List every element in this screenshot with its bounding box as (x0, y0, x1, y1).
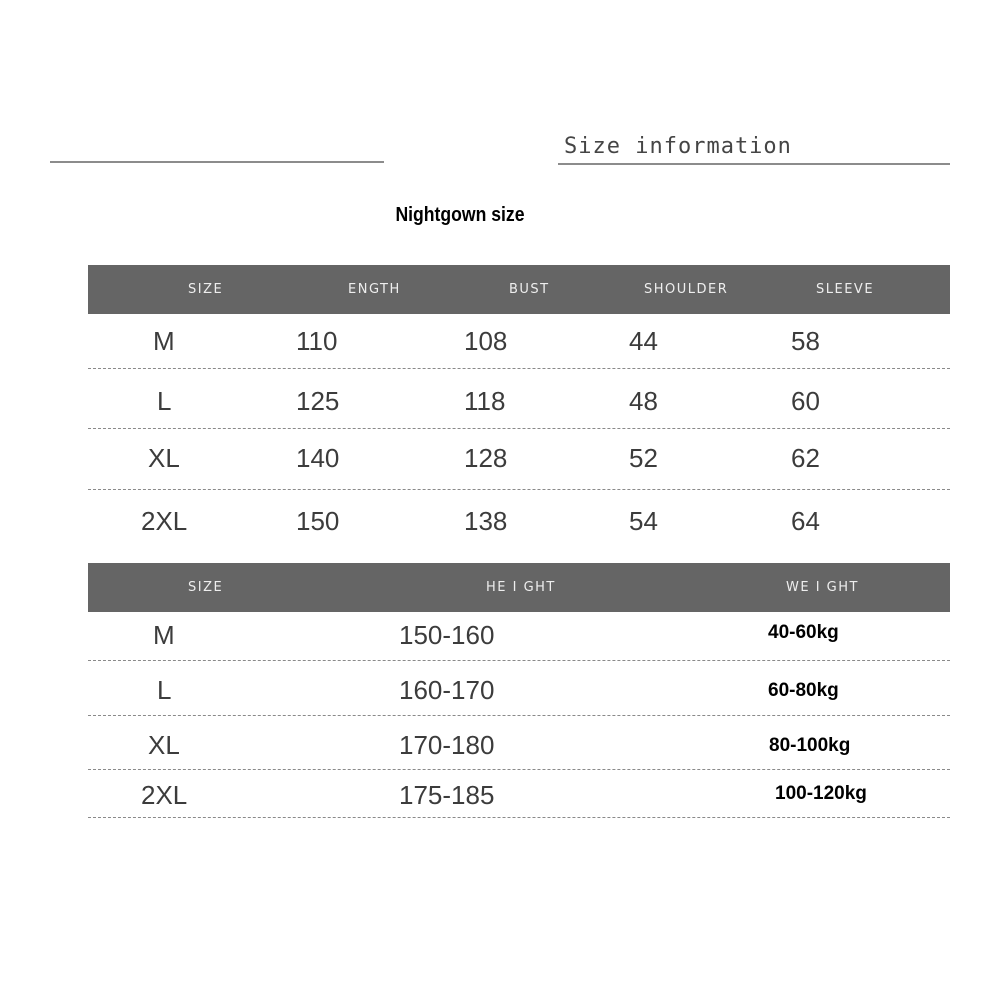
table1-length: 140 (296, 443, 340, 473)
table2-height: 175-185 (399, 780, 495, 810)
table2-header-weight: WE I GHT (786, 580, 859, 595)
row-divider (88, 428, 950, 429)
row-divider (88, 817, 950, 818)
section-title-underline (558, 163, 950, 165)
row-divider (88, 769, 950, 770)
table1-sleeve: 58 (791, 326, 820, 356)
table1-length: 125 (296, 386, 340, 416)
table2-header-size: SIZE (188, 580, 224, 595)
table1-header (88, 265, 950, 314)
table1-size: XL (148, 443, 180, 473)
table1-bust: 138 (464, 506, 508, 536)
table2-header-height: HE I GHT (486, 580, 556, 595)
table1-size: 2XL (141, 506, 188, 536)
table1-length: 150 (296, 506, 340, 536)
table1-sleeve: 60 (791, 386, 820, 416)
row-divider (88, 489, 950, 490)
table1-shoulder: 48 (629, 386, 658, 416)
table1-sleeve: 62 (791, 443, 820, 473)
table1-length: 110 (296, 326, 338, 356)
table1-sleeve: 64 (791, 506, 820, 536)
table2-weight: 60-80kg (768, 680, 839, 701)
table1-bust: 118 (464, 386, 506, 416)
table1-size: M (153, 326, 175, 356)
table2-height: 150-160 (399, 620, 495, 650)
decorative-rule-left (50, 161, 384, 163)
table1-bust: 128 (464, 443, 508, 473)
row-divider (88, 715, 950, 716)
row-divider (88, 660, 950, 661)
table-title: Nightgown size (395, 204, 525, 226)
table2-weight: 100-120kg (775, 783, 867, 804)
table1-shoulder: 54 (629, 506, 658, 536)
table1-bust: 108 (464, 326, 508, 356)
table2-size: L (157, 675, 172, 705)
table1-size: L (157, 386, 172, 416)
table1-header-bust: BUST (509, 282, 550, 297)
table2-size: 2XL (141, 780, 188, 810)
row-divider (88, 368, 950, 369)
section-title: Size information (564, 134, 792, 159)
table2-weight: 40-60kg (768, 622, 839, 643)
table1-header-shoulder: SHOULDER (644, 282, 729, 297)
table2-weight: 80-100kg (769, 735, 851, 756)
table1-shoulder: 52 (629, 443, 658, 473)
table2-height: 170-180 (399, 730, 495, 760)
table1-header-size: SIZE (188, 282, 224, 297)
table1-header-length: ENGTH (348, 282, 401, 297)
table1-header-sleeve: SLEEVE (816, 282, 875, 297)
table2-header (88, 563, 950, 612)
table1-shoulder: 44 (629, 326, 658, 356)
table2-height: 160-170 (399, 675, 495, 705)
table2-size: M (153, 620, 175, 650)
table2-size: XL (148, 730, 180, 760)
